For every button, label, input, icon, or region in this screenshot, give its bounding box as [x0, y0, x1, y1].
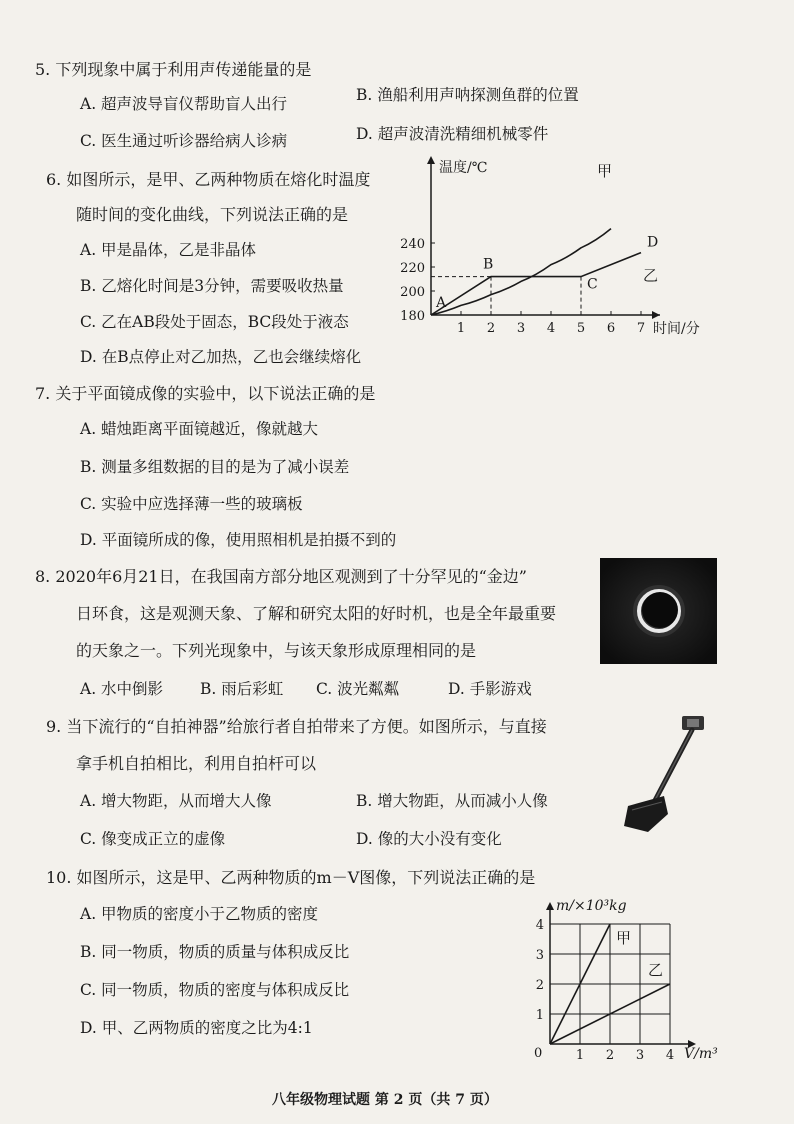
q8-stem-line2: 日环食，这是观测天象、了解和研究太阳的好时机，也是全年最重要: [76, 604, 557, 623]
x-tick-label: 4: [546, 321, 556, 336]
y-tick-label: 2: [535, 978, 544, 993]
y-axis-arrow: [427, 156, 435, 164]
series-label-jia: 甲: [616, 929, 632, 947]
x-tick-label: 4: [665, 1048, 675, 1063]
q5-option-d: D. 超声波清洗精细机械零件: [356, 125, 549, 143]
x-tick-label: 2: [605, 1048, 615, 1063]
q10-option-a: A. 甲物质的密度小于乙物质的密度: [80, 905, 319, 923]
y-tick-label: 220: [400, 261, 425, 276]
annular-eclipse-photo: [600, 558, 717, 664]
y-axis-label: m/×10³kg: [556, 898, 627, 914]
q9-option-a: A. 增大物距，从而增大人像: [80, 792, 272, 810]
q5-option-a: A. 超声波导盲仪帮助盲人出行: [80, 95, 288, 113]
x-axis-arrow: [652, 311, 660, 319]
q9-option-c: C. 像变成正立的虚像: [80, 830, 226, 848]
q5-option-b: B. 渔船利用声呐探测鱼群的位置: [356, 86, 579, 104]
series-line-jia: [431, 229, 611, 315]
point-label-c: C: [587, 276, 598, 293]
x-tick-label: 1: [456, 321, 466, 336]
page-footer: 八年级物理试题 第 2 页（共 7 页）: [272, 1092, 498, 1108]
origin-label: 0: [534, 1046, 543, 1061]
q8-option-d: D. 手影游戏: [448, 680, 532, 698]
point-label-a: A: [436, 295, 447, 312]
q6-stem-line2: 随时间的变化曲线，下列说法正确的是: [76, 205, 349, 224]
point-label-d: D: [647, 234, 659, 251]
q6-option-d: D. 在B点停止对乙加热，乙也会继续熔化: [80, 348, 362, 366]
mass-volume-chart: [522, 890, 732, 1068]
q10-stem: 10. 如图所示，这是甲、乙两种物质的m－V图像，下列说法正确的是: [46, 868, 536, 887]
q8-stem-line3: 的天象之一。下列光现象中，与该天象形成原理相同的是: [76, 641, 477, 660]
x-tick-label: 2: [486, 321, 496, 336]
y-tick-label: 4: [535, 918, 544, 933]
x-tick-label: 5: [576, 321, 586, 336]
q8-option-a: A. 水中倒影: [80, 680, 164, 698]
q7-option-d: D. 平面镜所成的像，使用照相机是拍摄不到的: [80, 531, 397, 549]
q5-stem: 5. 下列现象中属于利用声传递能量的是: [35, 60, 312, 79]
q6-stem-line1: 6. 如图所示，是甲、乙两种物质在熔化时温度: [46, 170, 371, 189]
y-tick-label: 180: [400, 309, 425, 324]
x-axis-label: V/m³: [684, 1046, 718, 1062]
q7-option-b: B. 测量多组数据的目的是为了减小误差: [80, 458, 350, 476]
y-tick-label: 240: [400, 237, 425, 252]
q6-option-b: B. 乙熔化时间是3分钟，需要吸收热量: [80, 277, 344, 295]
y-tick-label: 1: [535, 1008, 544, 1023]
q8-stem-line1: 8. 2020年6月21日，在我国南方部分地区观测到了十分罕见的“金边”: [35, 567, 527, 586]
x-axis-label: 时间/分: [653, 321, 700, 337]
q6-option-c: C. 乙在AB段处于固态，BC段处于液态: [80, 313, 349, 331]
q9-option-b: B. 增大物距，从而减小人像: [356, 792, 548, 810]
x-tick-label: 7: [636, 321, 646, 336]
q10-option-c: C. 同一物质，物质的密度与体积成反比: [80, 981, 350, 999]
q7-option-c: C. 实验中应选择薄一些的玻璃板: [80, 495, 303, 513]
x-tick-label: 3: [635, 1048, 645, 1063]
q9-stem-line1: 9. 当下流行的“自拍神器”给旅行者自拍带来了方便。如图所示，与直接: [46, 717, 547, 736]
q10-option-d: D. 甲、乙两物质的密度之比为4:1: [80, 1019, 313, 1037]
q8-option-b: B. 雨后彩虹: [200, 680, 284, 698]
q7-option-a: A. 蜡烛距离平面镜越近，像就越大: [80, 420, 319, 438]
q8-option-c: C. 波光粼粼: [316, 680, 400, 698]
y-tick-label: 200: [400, 285, 425, 300]
y-axis-arrow: [546, 902, 554, 910]
q9-stem-line2: 拿手机自拍相比，利用自拍杆可以: [76, 754, 317, 773]
y-tick-label: 3: [535, 948, 544, 963]
series-label-jia: 甲: [597, 162, 613, 180]
x-tick-label: 1: [575, 1048, 585, 1063]
y-axis-label: 温度/℃: [439, 160, 488, 176]
point-label-b: B: [483, 256, 494, 273]
series-label-yi: 乙: [648, 961, 664, 979]
selfie-stick-illustration: [618, 710, 718, 840]
x-tick-label: 3: [516, 321, 526, 336]
q10-option-b: B. 同一物质，物质的质量与体积成反比: [80, 943, 350, 961]
melting-temperature-chart: [395, 150, 710, 345]
series-label-yi: 乙: [643, 266, 659, 285]
q9-option-d: D. 像的大小没有变化: [356, 830, 502, 848]
q5-option-c: C. 医生通过听诊器给病人诊病: [80, 132, 288, 150]
q7-stem: 7. 关于平面镜成像的实验中，以下说法正确的是: [35, 384, 376, 403]
q6-option-a: A. 甲是晶体，乙是非晶体: [80, 241, 257, 259]
x-tick-label: 6: [606, 321, 616, 336]
